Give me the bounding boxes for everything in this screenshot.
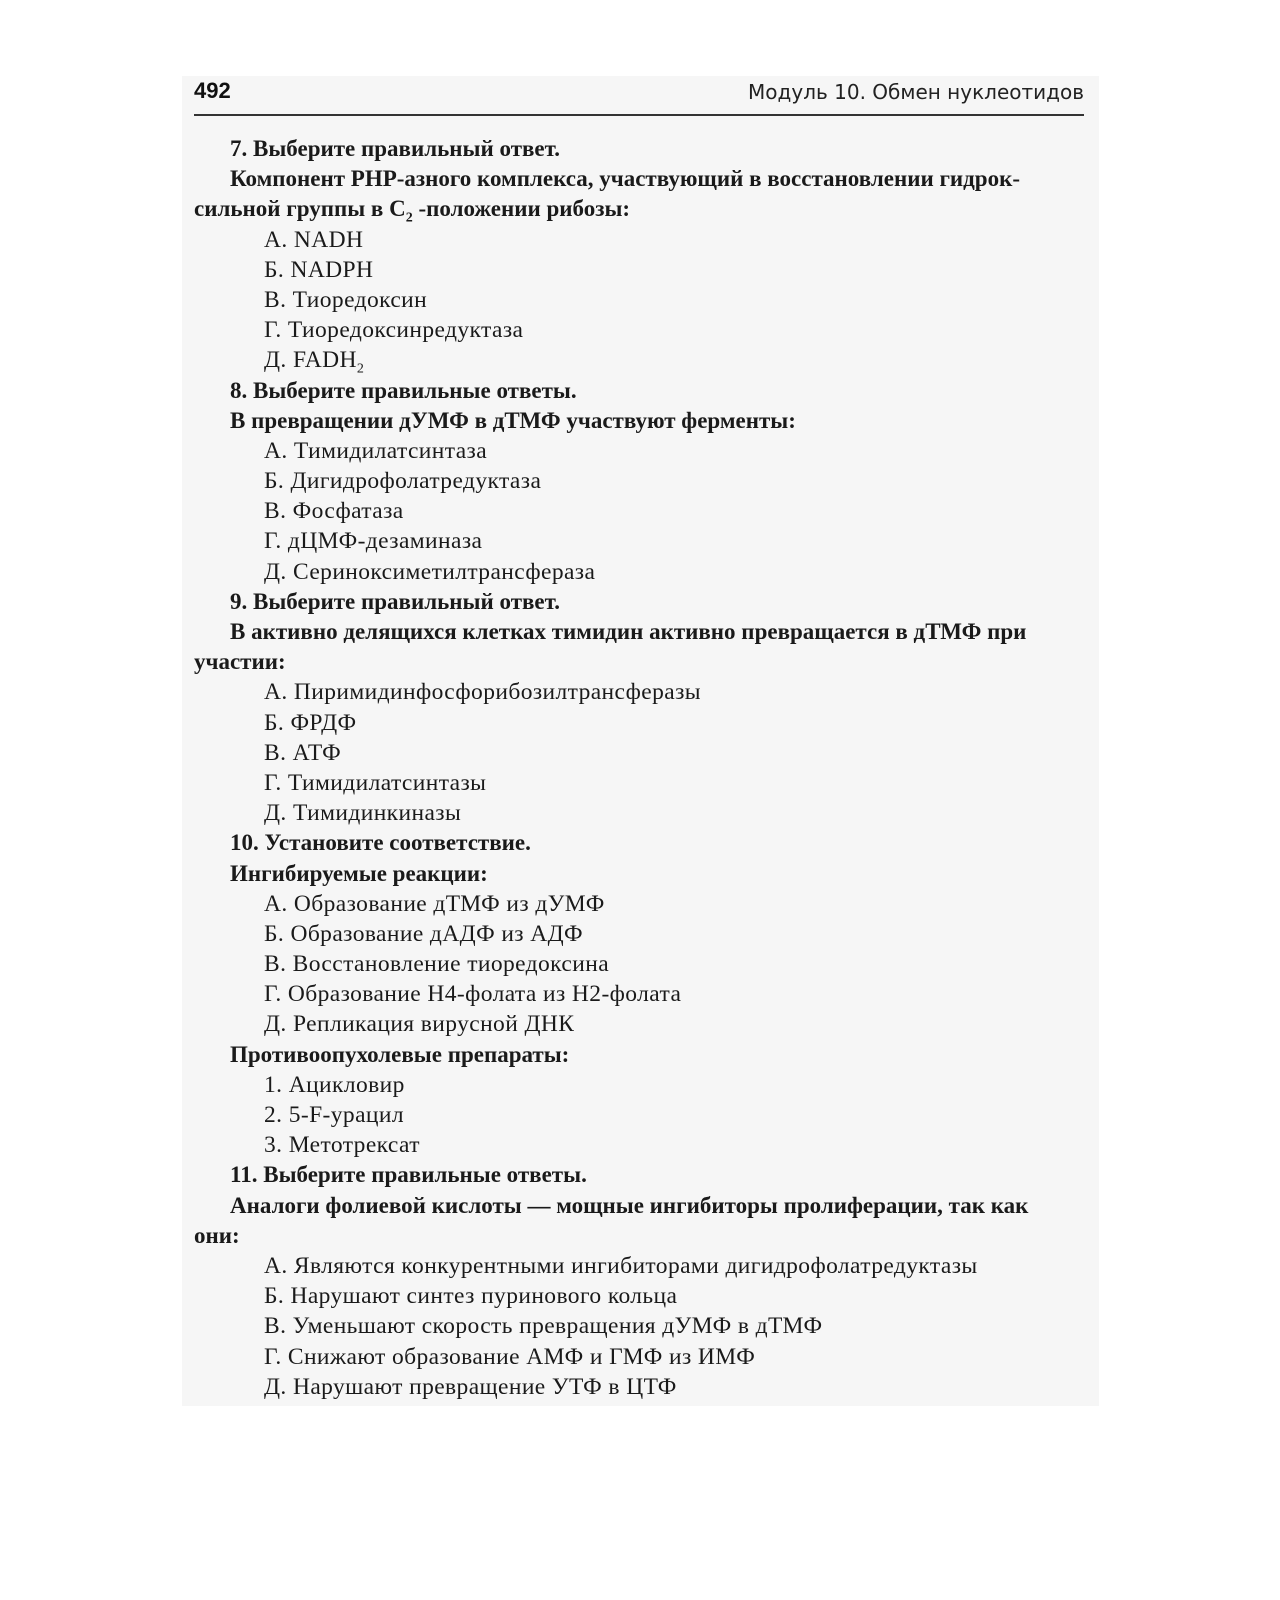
question-8-title: 8. Выберите правильные ответы. [230, 377, 577, 403]
question-11-stem-line2: они: [194, 1222, 240, 1248]
q10-drug-1: 1. Ацикловир [264, 1071, 405, 1098]
stem-text: -положении рибозы: [412, 196, 631, 222]
q10-reaction-c: В. Восстановление тиоредоксина [264, 951, 610, 978]
q8-option-d: Г. дЦМФ-дезаминаза [264, 528, 483, 555]
q8-option-a: А. Тимидилатсинтаза [264, 437, 488, 464]
question-9-stem-line1: В активно делящихся клетках тимидин активно превращается в дТМФ при [230, 619, 1027, 644]
subscript: 2 [405, 210, 413, 226]
q10-group2-title: Противоопухолевые препараты: [230, 1041, 570, 1067]
page-content [194, 134, 1084, 1402]
stem-text: сильной группы в C [194, 196, 406, 222]
question-8-stem: В превращении дУМФ в дТМФ участвуют ферменты: [230, 407, 796, 433]
question-9-stem-line2: участии: [194, 649, 286, 675]
option-text: Д. FADH [264, 347, 357, 374]
q11-option-a: А. Являются конкурентными ингибиторами дигидрофолатредуктазы [264, 1252, 978, 1279]
q11-option-c: В. Уменьшают скорость превращения дУМФ в дТМФ [264, 1313, 823, 1340]
q11-option-d: Г. Снижают образование АМФ и ГМФ из ИМФ [264, 1343, 756, 1370]
question-10-title: 10. Установите соответствие. [230, 830, 531, 856]
q7-option-c: В. Тиоредоксин [264, 286, 428, 313]
q8-option-c: В. Фосфатаза [264, 498, 404, 525]
question-7-stem-line2 [194, 194, 1084, 224]
q7-option-d: Г. Тиоредоксинредуктаза [264, 317, 524, 344]
question-11-stem-line1: Аналоги фолиевой кислоты — мощные ингибиторы пролиферации, так как [230, 1192, 1029, 1218]
q9-option-b: Б. ФРДФ [264, 709, 357, 736]
question-7-title: 7. Выберите правильный ответ. [230, 136, 560, 161]
q8-option-e: Д. Серинoксиметилтрансфераза [264, 558, 596, 585]
running-head: Модуль 10. Обмен нуклеотидов [748, 80, 1084, 104]
q9-option-a: А. Пиримидинфосфорибозилтрансферазы [264, 679, 701, 706]
q10-drug-3: 3. Метотрексат [264, 1132, 420, 1159]
q9-option-c: В. АТФ [264, 739, 342, 766]
q9-option-e: Д. Тимидинкиназы [264, 800, 462, 827]
q10-reaction-a: А. Образование дТМФ из дУМФ [264, 890, 605, 917]
q7-option-a: А. NADH [264, 226, 364, 253]
q7-option-b: Б. NADPH [264, 256, 374, 283]
question-11-title: 11. Выберите правильные ответы. [230, 1162, 587, 1188]
q8-option-b: Б. Дигидрофолатредуктаза [264, 468, 542, 495]
subscript: 2 [356, 362, 365, 377]
q10-drug-2: 2. 5-F-урацил [264, 1102, 404, 1128]
question-7-stem-line1: Компонент PHP-азного комплекса, участвующий в восстановлении гидрок- [230, 166, 1020, 192]
page-number: 492 [194, 78, 231, 103]
q11-option-b: Б. Нарушают синтез пуринового кольца [264, 1283, 678, 1310]
page-header [194, 76, 1084, 114]
q10-group1-title: Ингибируемые реакции: [230, 860, 488, 886]
q7-option-e [194, 345, 1084, 375]
q10-reaction-d: Г. Образование H4-фолата из H2-фолата [264, 981, 682, 1008]
q9-option-d: Г. Тимидилатсинтазы [264, 769, 487, 796]
question-9-title: 9. Выберите правильный ответ. [230, 588, 560, 614]
header-rule [194, 114, 1084, 116]
q10-reaction-b: Б. Образование дАДФ из АДФ [264, 920, 584, 947]
q11-option-e: Д. Нарушают превращение УТФ в ЦТФ [264, 1373, 677, 1400]
q10-reaction-e: Д. Репликация вирусной ДНК [264, 1011, 575, 1038]
